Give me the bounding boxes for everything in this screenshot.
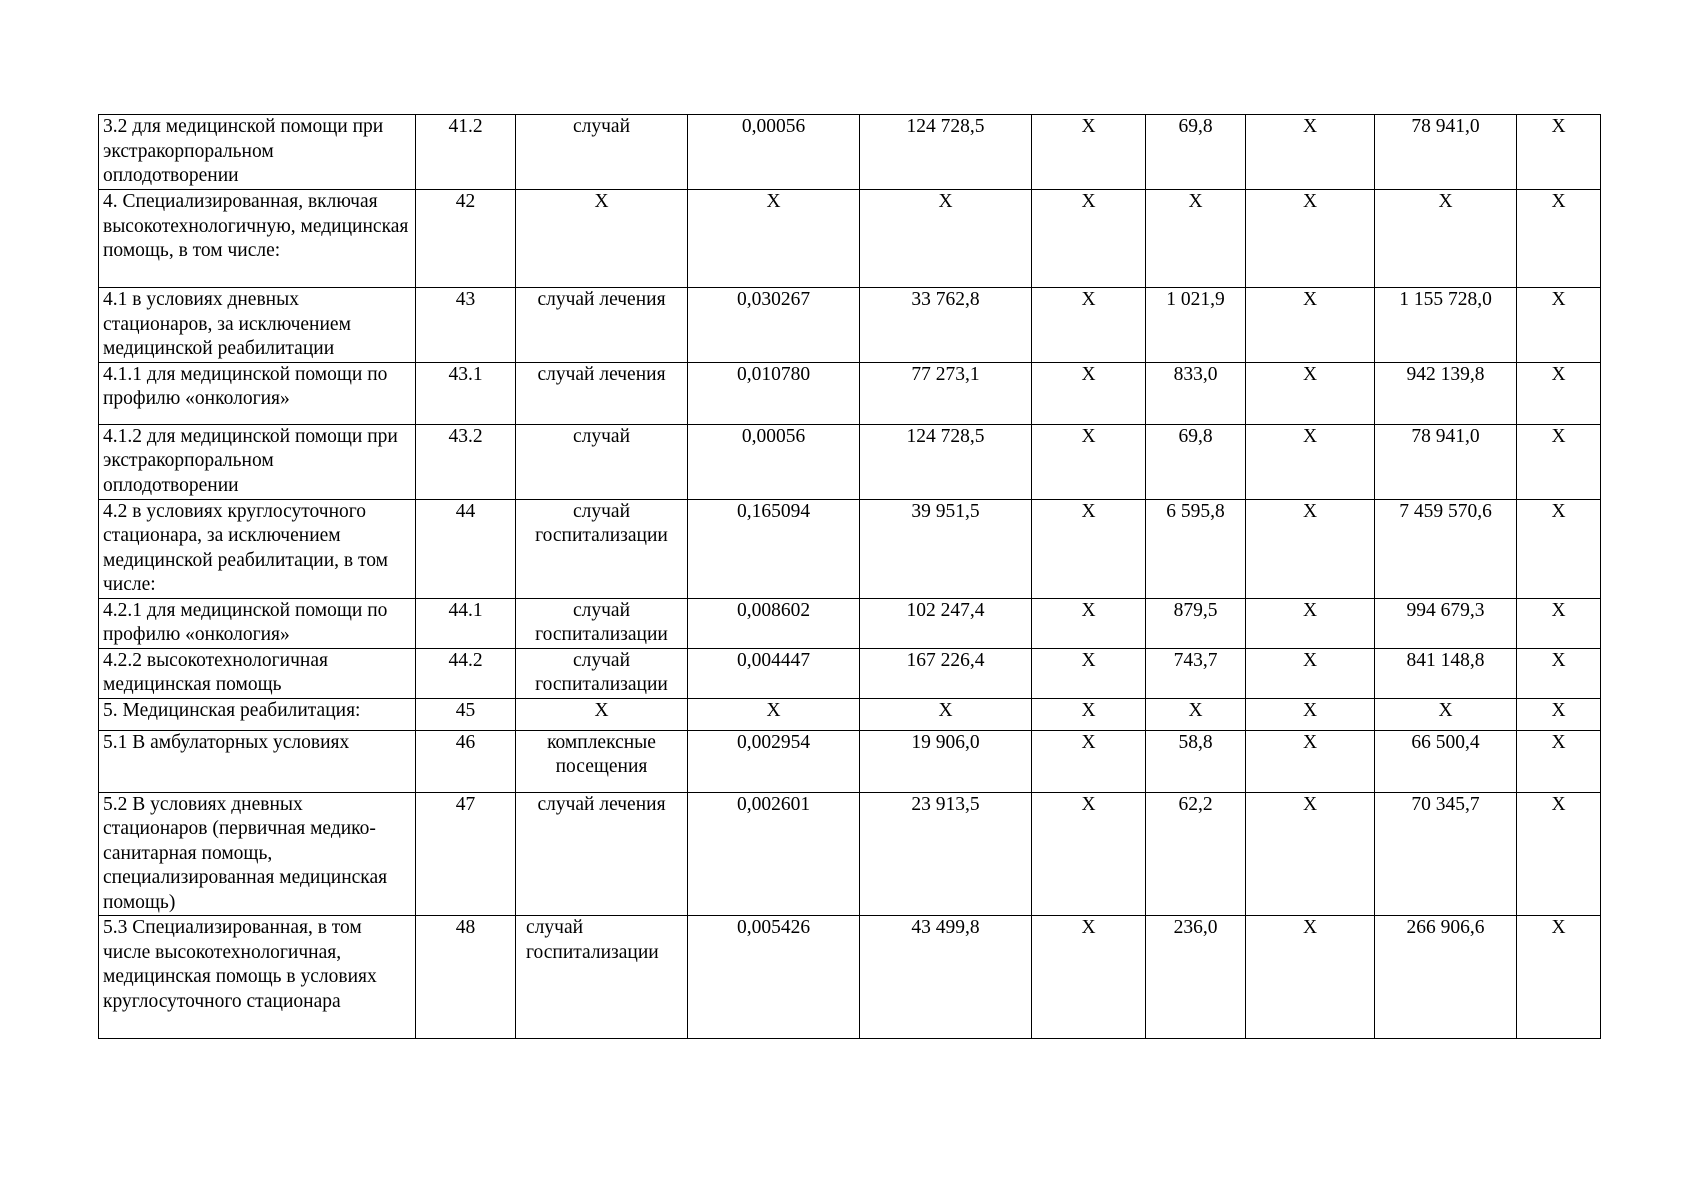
table-row [99,916,1601,1039]
cell-text: X [1081,289,1096,310]
cell-text: X [1551,425,1566,447]
row-col10-cell [1517,698,1601,730]
cell-text: случай госпитализации [535,649,668,695]
row-col9-cell [1375,499,1517,598]
cell-text: 4.1 в условиях дневных стационаров, за исключением медицинской реабилитации [103,289,351,359]
row-norm-cell [688,362,860,424]
row-col10-cell [1517,190,1601,288]
cell-text: 23 913,5 [911,793,980,815]
row-col9-cell [1375,792,1517,916]
cell-text: X [1302,425,1318,447]
row-col7-cell [1146,362,1246,424]
row-code-cell [416,792,516,916]
cell-text: 48 [455,917,476,938]
row-unit-cell [516,730,688,792]
row-cost-cell [860,288,1032,363]
cell-text: X [1081,731,1096,753]
table-row [99,698,1601,730]
cell-text: X [1551,191,1566,212]
cell-text: X [1081,116,1096,137]
row-col9-cell [1375,598,1517,648]
row-code-cell [416,115,516,190]
cell-text: X [1302,599,1318,621]
cell-text: X [1081,500,1096,522]
cell-text: 4.1.1 для медицинской помощи по профилю «онкология» [103,363,388,409]
cell-text: 942 139,8 [1406,363,1485,385]
row-col6-cell [1032,288,1146,363]
row-unit-cell [516,288,688,363]
row-name-cell [99,916,416,1039]
row-norm-cell [688,288,860,363]
row-col6-cell [1032,648,1146,698]
row-col9-cell [1375,698,1517,730]
row-col9-cell [1375,916,1517,1039]
row-name-cell [99,424,416,499]
row-col7-cell [1146,916,1246,1039]
row-col7-cell [1146,499,1246,598]
row-col9-cell [1375,190,1517,288]
cell-text: 0,004447 [736,649,811,671]
cell-text: 41.2 [448,116,483,137]
table-row [99,598,1601,648]
cell-text: X [1302,363,1318,385]
row-code-cell [416,362,516,424]
row-name-cell [99,190,416,288]
row-code-cell [416,424,516,499]
cell-text: X [1302,793,1318,815]
cell-text: 0,00056 [741,116,806,137]
cell-text: случай лечения [537,793,666,815]
row-unit-cell [516,424,688,499]
row-name-cell [99,792,416,916]
cell-text: случай лечения [537,289,666,310]
row-col8-cell [1246,362,1375,424]
row-col10-cell [1517,648,1601,698]
cell-text: 124 728,5 [906,116,985,137]
cell-text: 47 [455,793,476,815]
cell-text: 879,5 [1173,599,1218,621]
cell-text: 3.2 для медицинской помощи при экстракорпоральном оплодотворении [103,116,384,186]
row-unit-cell [516,598,688,648]
cell-text: X [1302,917,1318,938]
cell-text: 0,010780 [736,363,811,385]
cell-text: X [594,191,609,212]
row-col6-cell [1032,499,1146,598]
row-cost-cell [860,362,1032,424]
cell-text: X [1438,191,1453,212]
cell-text: 42 [455,191,476,212]
row-col10-cell [1517,730,1601,792]
cell-text: 841 148,8 [1406,649,1485,671]
cell-text: X [938,699,953,721]
cell-text: X [1302,500,1318,522]
row-name-cell [99,730,416,792]
cell-text: 69,8 [1178,116,1213,137]
row-col10-cell [1517,362,1601,424]
cell-text: 43 [455,289,476,310]
cell-text: X [938,191,953,212]
cell-text: X [1081,649,1096,671]
cell-text: X [1302,731,1318,753]
cell-text: 33 762,8 [911,289,980,310]
cell-text: 46 [455,731,476,753]
cell-text: 0,00056 [741,425,806,447]
row-norm-cell [688,598,860,648]
row-col9-cell [1375,362,1517,424]
row-unit-cell [516,698,688,730]
row-norm-cell [688,648,860,698]
row-code-cell [416,648,516,698]
cell-text: 994 679,3 [1406,599,1485,621]
cell-text: X [1551,699,1566,721]
cell-text: 43 499,8 [911,917,980,938]
cell-text: X [1551,793,1566,815]
row-col6-cell [1032,190,1146,288]
row-norm-cell [688,792,860,916]
cell-text: 0,030267 [736,289,811,310]
row-cost-cell [860,424,1032,499]
cell-text: 62,2 [1178,793,1213,815]
table-row [99,792,1601,916]
cell-text: X [1302,699,1318,721]
row-name-cell [99,499,416,598]
row-cost-cell [860,698,1032,730]
cell-text: X [1081,425,1096,447]
row-unit-cell [516,499,688,598]
cell-text: 78 941,0 [1411,425,1480,447]
row-col6-cell [1032,698,1146,730]
cell-text: X [1081,363,1096,385]
cell-text: 43.2 [448,425,483,447]
row-cost-cell [860,115,1032,190]
row-col7-cell [1146,424,1246,499]
cell-text: 78 941,0 [1411,116,1480,137]
row-col7-cell [1146,288,1246,363]
row-col7-cell [1146,648,1246,698]
cell-text: 5.1 В амбулаторных условиях [103,731,350,753]
row-name-cell [99,288,416,363]
row-cost-cell [860,499,1032,598]
row-norm-cell [688,499,860,598]
row-code-cell [416,288,516,363]
row-col8-cell [1246,648,1375,698]
row-code-cell [416,190,516,288]
cell-text: 4.2.1 для медицинской помощи по профилю «онкология» [103,599,388,645]
row-col10-cell [1517,916,1601,1039]
row-col8-cell [1246,698,1375,730]
table-row [99,730,1601,792]
cell-text: случай лечения [537,363,666,385]
row-col6-cell [1032,792,1146,916]
cell-text: 7 459 570,6 [1399,500,1492,522]
row-norm-cell [688,730,860,792]
row-col9-cell [1375,730,1517,792]
cell-text: 39 951,5 [911,500,980,522]
row-code-cell [416,916,516,1039]
row-name-cell [99,698,416,730]
table-row [99,499,1601,598]
row-name-cell [99,362,416,424]
table-row [99,362,1601,424]
cell-text: X [1302,191,1318,212]
cell-text: 833,0 [1173,363,1218,385]
cell-text: 5. Медицинская реабилитация: [103,699,361,721]
cell-text: 743,7 [1173,649,1218,671]
cell-text: 45 [455,699,476,721]
cell-text: 77 273,1 [911,363,980,385]
row-cost-cell [860,792,1032,916]
row-unit-cell [516,792,688,916]
cell-text: X [766,191,781,212]
cell-text: X [766,699,781,721]
row-cost-cell [860,190,1032,288]
cell-text: 4.2 в условиях круглосуточного стационара, за исключением медицинской реабилитации, в том числе: [103,500,388,595]
row-col9-cell [1375,648,1517,698]
row-col8-cell [1246,190,1375,288]
cell-text: X [1551,116,1566,137]
row-norm-cell [688,698,860,730]
cell-text: 236,0 [1173,917,1218,938]
row-col10-cell [1517,792,1601,916]
cell-text: 58,8 [1178,731,1213,753]
cell-text: 44.2 [448,649,483,671]
row-unit-cell [516,916,688,1039]
table-row [99,288,1601,363]
row-name-cell [99,115,416,190]
row-col10-cell [1517,424,1601,499]
cell-text: X [1551,289,1566,310]
row-col7-cell [1146,730,1246,792]
cell-text: X [1551,731,1566,753]
cell-text: X [1188,699,1203,721]
row-code-cell [416,698,516,730]
cell-text: 0,008602 [736,599,811,621]
cell-text: 0,002601 [736,793,811,815]
row-unit-cell [516,190,688,288]
cell-text: случай [572,425,631,447]
row-col6-cell [1032,730,1146,792]
row-col8-cell [1246,115,1375,190]
cell-text: X [1081,191,1096,212]
cell-text: X [1188,191,1203,212]
row-col7-cell [1146,598,1246,648]
row-col8-cell [1246,792,1375,916]
cell-text: 5.2 В условиях дневных стационаров (первичная медико-санитарная помощь, специализированная медицинская помощь) [103,793,388,913]
row-norm-cell [688,115,860,190]
cell-text: случай [572,116,631,137]
row-col6-cell [1032,424,1146,499]
row-col8-cell [1246,916,1375,1039]
row-col10-cell [1517,115,1601,190]
cell-text: 19 906,0 [911,731,980,753]
row-col7-cell [1146,698,1246,730]
cell-text: X [1551,917,1566,938]
row-col10-cell [1517,499,1601,598]
cell-text: 167 226,4 [906,649,985,671]
cell-text: 66 500,4 [1411,731,1480,753]
row-col8-cell [1246,424,1375,499]
cell-text: случай госпитализации [535,500,668,546]
row-col7-cell [1146,115,1246,190]
cell-text: 44.1 [448,599,483,621]
row-name-cell [99,648,416,698]
cell-text: X [1551,363,1566,385]
row-code-cell [416,598,516,648]
table-row [99,648,1601,698]
tariff-table [98,114,1601,1039]
row-col6-cell [1032,598,1146,648]
cell-text: 124 728,5 [906,425,985,447]
row-col8-cell [1246,598,1375,648]
cell-text: X [1551,599,1566,621]
row-cost-cell [860,648,1032,698]
cell-text: случай госпитализации [526,917,659,963]
cell-text: 4.2.2 высокотехнологичная медицинская помощь [103,649,328,695]
cell-text: X [1302,289,1318,310]
row-col8-cell [1246,288,1375,363]
cell-text: 4. Специализированная, включая высокотехнологичную, медицинская помощь, в том числе: [103,191,409,261]
cell-text: 1 155 728,0 [1399,289,1492,310]
cell-text: X [1081,699,1096,721]
cell-text: X [594,699,609,721]
table-body [99,115,1601,1039]
cell-text: 0,005426 [736,917,811,938]
cell-text: 43.1 [448,363,483,385]
row-code-cell [416,730,516,792]
cell-text: X [1551,500,1566,522]
cell-text: 70 345,7 [1411,793,1480,815]
row-cost-cell [860,598,1032,648]
table-row [99,190,1601,288]
row-col8-cell [1246,499,1375,598]
cell-text: X [1081,917,1096,938]
row-unit-cell [516,648,688,698]
row-col6-cell [1032,115,1146,190]
cell-text: 102 247,4 [906,599,985,621]
cell-text: 69,8 [1178,425,1213,447]
row-col9-cell [1375,288,1517,363]
cell-text: комплексные посещения [547,731,656,777]
row-cost-cell [860,730,1032,792]
cell-text: 4.1.2 для медицинской помощи при экстракорпоральном оплодотворении [103,425,398,496]
row-col9-cell [1375,424,1517,499]
row-col9-cell [1375,115,1517,190]
row-col8-cell [1246,730,1375,792]
table-row [99,424,1601,499]
row-norm-cell [688,916,860,1039]
cell-text: X [1081,793,1096,815]
cell-text: случай госпитализации [535,599,668,645]
cell-text: 0,165094 [736,500,811,522]
cell-text: 5.3 Специализированная, в том числе высокотехнологичная, медицинская помощь в условиях круглосуточного стационара [103,917,377,1012]
row-col6-cell [1032,916,1146,1039]
row-norm-cell [688,190,860,288]
row-col10-cell [1517,288,1601,363]
row-col7-cell [1146,792,1246,916]
table-row [99,115,1601,190]
cell-text: 266 906,6 [1406,917,1485,938]
cell-text: X [1551,649,1566,671]
cell-text: X [1081,599,1096,621]
cell-text: 6 595,8 [1166,500,1225,522]
row-col6-cell [1032,362,1146,424]
row-unit-cell [516,362,688,424]
cell-text: X [1438,699,1453,721]
cell-text: 1 021,9 [1166,289,1225,310]
cell-text: X [1302,116,1318,137]
row-name-cell [99,598,416,648]
row-unit-cell [516,115,688,190]
cell-text: X [1302,649,1318,671]
cell-text: 0,002954 [736,731,811,753]
cell-text: 44 [455,500,476,522]
row-code-cell [416,499,516,598]
row-col7-cell [1146,190,1246,288]
row-col10-cell [1517,598,1601,648]
row-norm-cell [688,424,860,499]
row-cost-cell [860,916,1032,1039]
